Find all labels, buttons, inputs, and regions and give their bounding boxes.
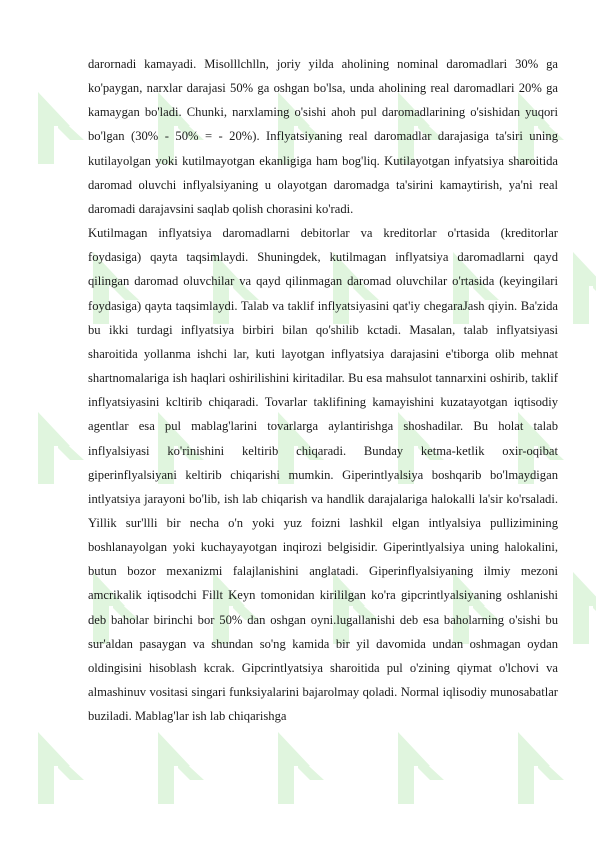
paragraph-2: Kutilmagan inflyatsiya daromadlarni debitorlar va kreditorlar o'rtasida (kreditorlar foydasiga) qayta taqsimlaydi. Shuningdek, kutilmagan inflyatsiya daromadlarni qayd qilingan daromad oluvchilar va qayd qilinmagan daromad oluvchilar o'rtasida (keyingilari foydasiga) qayta taqsimlaydi. Talab va taklif inflyatsiyasini qat'iy chegaraJash qiyin. Ba'zida bu ikki turdagi inflyatsiya birbiri bilan qo'shilib kctadi. Masalan, talab inflyatsiyasi sharoitida yollanma ishchi lar, kuti layotgan inflyatsiya darajasini e'tiborga olib mehnat shartnomalariga ish haqlari oshirilishini kiritadilar. Bu esa mahsulot tannarxini oshirib, taklif inflyatsiyasini kcltirib chiqaradi. Tovarlar taklifining kamayishini kuzatayotgan iqtisodiy agentlar esa pul mablag'larini tovarlarga aylantirishga shoshadilar. Bu holat talab inflyalsiyasi ko'rinishini keltirib chiqaradi. Bunday ketma-ketlik oxir-oqibat giperinflyalsiyani keltirib chiqarishi mumkin. Giperintlyalsiya boshqarib bo'lmaydigan intlyatsiya jarayoni bo'lib, ish lab chiqarish va handlik darajalariga halokalli la'sir ko'rsaladi. Yillik sur'llli bir necha o'n yoki yuz foizni lashkil elgan intlyalsiya pullizimining boshlanayolgan yoki kuchayayotgan inqirozi belgisidir. Giperintlyalsiya uning halokalini, butun bozor mexanizmi falajlanishini anglatadi. Giperinflyalsiyaning ilmiy mezoni amcrikalik iqtisodchi Fillt Keyn tomonidan kirililgan ko'ra gipcrintlyalsiyaning oshlanishi deb baholar birinchi bor 50% dan oshgan oyni.lugallanishi deb esa baholarning o'sishi bu sur'aldan pasaygan va shundan so'ng kamida bir yil davomida undan oshmagan oydan oldingisini hisoblash kcrak. Gipcrintlyatsiya sharoitida pul o'zining qiymat o'lchovi va almashinuv vositasi singari funksiyalarini bajarolmay qoladi. Normal iqlisodiy munosabatlar buziladi. Mablag'lar ish lab chiqarishga: [88, 226, 558, 724]
green-arrow-watermark-icon: [398, 732, 444, 804]
document-body: [88, 52, 558, 728]
green-arrow-watermark-icon: [573, 572, 596, 644]
paragraph-1: darornadi kamayadi. Misolllchlln, joriy yilda aholining nominal daromadlari 30% ga ko'paygan, narxlar darajasi 50% ga oshgan bo'lsa, unda aholining real daromadlari 20% ga kamaygan bo'ladi. Chunki, narxlaming o'sishi ahoh pul daromadlarining o'sishidan yuqori bo'lgan (30% - 50% = - 20%). Inflyatsiyaning real daromadlar darajasiga ta'siri uning kutilayolgan yoki kutilmayotgan ekanligiga ham bog'liq. Kutilayotgan infyatsiya sharoitida daromad oluvchi inflyalsiyaning u olayotgan daromadga ta'sirini kamaytirish, ya'ni real daromadi darajavsini saqlab qolish chorasini ko'radi.: [88, 57, 558, 216]
green-arrow-watermark-icon: [38, 92, 84, 164]
green-arrow-watermark-icon: [158, 732, 204, 804]
green-arrow-watermark-icon: [278, 732, 324, 804]
green-arrow-watermark-icon: [518, 732, 564, 804]
green-arrow-watermark-icon: [38, 412, 84, 484]
green-arrow-watermark-icon: [38, 732, 84, 804]
green-arrow-watermark-icon: [573, 252, 596, 324]
